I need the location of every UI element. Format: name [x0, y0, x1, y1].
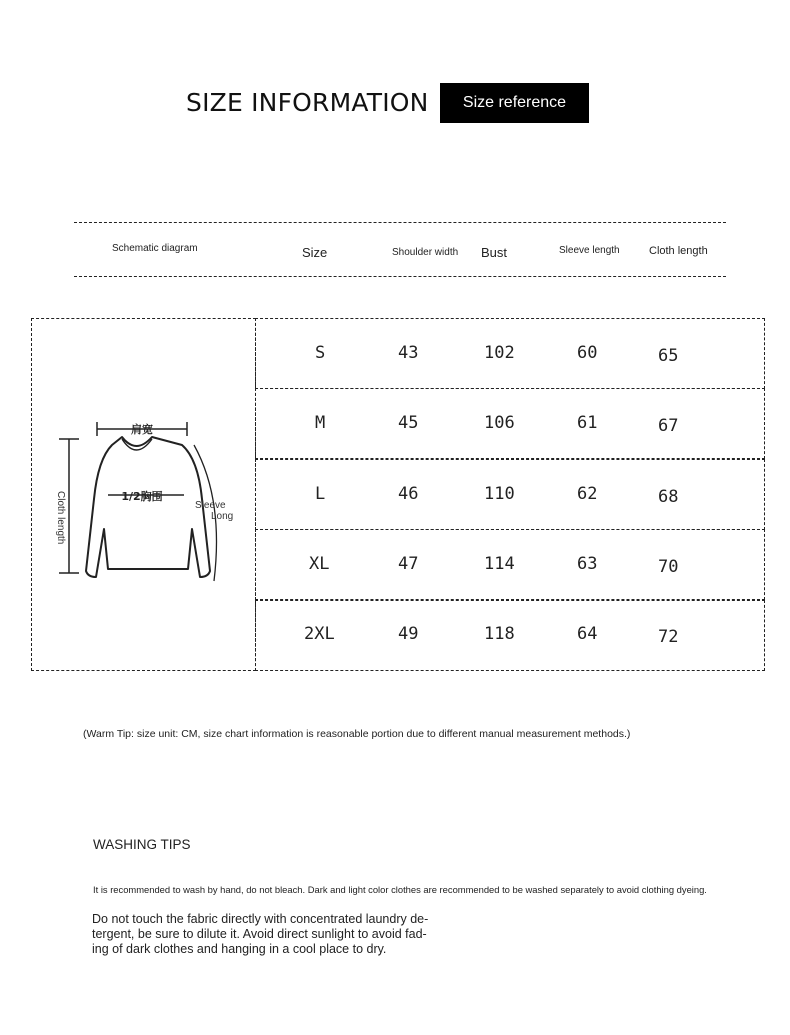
sleeve-label: Sleeve	[195, 500, 226, 511]
size-row-2xl	[255, 600, 765, 671]
header-divider-bottom	[74, 276, 726, 277]
row-cloth: 70	[658, 557, 679, 577]
row-cloth: 68	[658, 487, 679, 507]
col-shoulder-width: Shoulder width	[392, 247, 459, 258]
washing-tips-paragraph	[92, 912, 467, 957]
row-sleeve: 64	[577, 624, 598, 644]
row-shoulder: 43	[398, 343, 419, 363]
row-size: L	[315, 484, 326, 504]
shoulder-width-label: 肩宽	[131, 423, 153, 436]
size-row-xl	[255, 529, 765, 600]
row-shoulder: 49	[398, 624, 419, 644]
col-cloth-length: Cloth length	[649, 245, 708, 257]
row-cloth: 67	[658, 416, 679, 436]
row-bust: 114	[484, 554, 515, 574]
row-bust: 102	[484, 343, 515, 363]
schematic-diagram-panel	[31, 318, 256, 671]
col-sleeve-length: Sleeve length	[559, 245, 620, 256]
half-bust-label: 1/2胸围	[121, 490, 163, 503]
long-label: Long	[211, 511, 234, 522]
row-bust: 106	[484, 413, 515, 433]
row-bust: 110	[484, 484, 515, 504]
col-bust: Bust	[481, 245, 508, 260]
washing-tips-note: It is recommended to wash by hand, do not bleach. Dark and light color clothes are recommended to be washed separately to avoid clothing dyeing.	[93, 884, 707, 895]
col-size: Size	[302, 245, 328, 260]
row-cloth: 72	[658, 627, 679, 647]
header-divider-top	[74, 222, 726, 223]
size-row-l	[255, 459, 765, 530]
row-size: S	[315, 343, 326, 363]
row-size: M	[315, 413, 326, 433]
washing-line-3: ing of dark clothes and hanging in a cool place to dry.	[92, 942, 387, 956]
row-shoulder: 46	[398, 484, 419, 504]
row-size: XL	[309, 554, 330, 574]
row-size: 2XL	[304, 624, 335, 644]
washing-tips-title: WASHING TIPS	[93, 837, 191, 852]
washing-line-2: tergent, be sure to dilute it. Avoid direct sunlight to avoid fad-	[92, 927, 427, 941]
size-row-m	[255, 388, 765, 459]
sweater-diagram	[32, 319, 254, 669]
warm-tip: (Warm Tip: size unit: CM, size chart information is reasonable portion due to different manual measurement methods.)	[83, 728, 631, 740]
row-shoulder: 45	[398, 413, 419, 433]
row-shoulder: 47	[398, 554, 419, 574]
page-title: SIZE INFORMATION	[186, 88, 429, 117]
row-sleeve: 63	[577, 554, 598, 574]
col-schematic-diagram: Schematic diagram	[112, 243, 198, 254]
sweater-body-outline	[86, 437, 210, 577]
row-sleeve: 62	[577, 484, 598, 504]
size-reference-badge: Size reference	[440, 83, 589, 123]
row-cloth: 65	[658, 346, 679, 366]
row-bust: 118	[484, 624, 515, 644]
row-sleeve: 60	[577, 343, 598, 363]
row-sleeve: 61	[577, 413, 598, 433]
washing-line-1: Do not touch the fabric directly with concentrated laundry de-	[92, 912, 429, 926]
cloth-length-label: Cloth length	[55, 491, 66, 545]
size-row-s	[255, 318, 765, 389]
